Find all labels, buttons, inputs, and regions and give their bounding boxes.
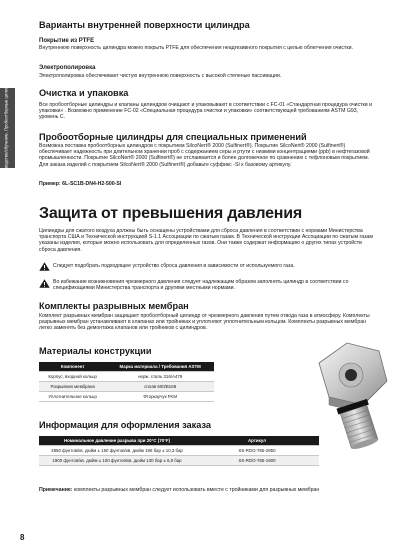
column-header: Компонент [39,362,106,372]
table-cell: Фторкаучук FKM [106,392,214,402]
example-label: Пример: [39,181,61,187]
table-row [39,392,214,402]
table-row [39,382,214,392]
note [39,487,374,493]
page-number: 8 [20,533,25,542]
table-row [39,372,214,382]
table-cell: Корпус, входной кольцо [39,372,106,382]
warning-note-2 [39,279,369,295]
section-title-special-cylinders: Пробоотборные цилиндры для специальных применений [39,132,307,142]
paragraph-overpressure: Цилиндры для сжатого воздуха должны быть оснащены устройствами для сброса давления в соответствии с нормами Министерства транспорта США и Технической инструкцией S-1.1 Ассоциации по сжатым газам. В Технической инструкции Ассоциации по сжатым газам указаны изделия, которые можно использовать для определенных газов. Они также содержат информацию о других типах устройств сброса давления. [39,228,373,253]
warning-text-2: Во избежание возникновения чрезмерного давления следует надлежащим образом заполнять цилиндр в соответствии со спецификациями Министерства транспорта и другими местными нормами. [53,279,349,292]
ordering-table [39,436,319,466]
table-cell: SS-RDO-785-1900 [195,456,319,466]
paragraph-special-cylinders: Возможна поставка пробоотборных цилиндров с покрытием SilcoNert® 2000 (Sulfinert®). Покрытие SilcoNert® 2000 (Sulfinert®) обеспечивает надежность при длительном хранении проб с содержанием серы и ртути с низкими концентрациями (ppb) в нефтегазовой промышленности. Покрытие SilcoNert® 2000 (Sulfinert®) не отслаивается и более долговечное по сравнению с тефлоновым покрытием. Для заказа изделий с покрытием SilcoNert® 2000 (Sulfinert®) добавьте суффикс -SI к базовому артикулу. [39,143,370,168]
section-title-rupture-disc: Комплекты разрывных мембран [39,301,189,311]
section-title-overpressure: Защита от превышения давления [39,205,303,222]
section-title-materials: Материалы конструкции [39,346,152,356]
table-cell: Разрывная мембрана [39,382,106,392]
note-label: Примечание: [39,487,73,493]
rupture-disc-assembly-image [307,335,397,455]
table-header-row [39,436,319,446]
materials-table [39,362,214,402]
warning-note-1 [39,262,369,272]
warning-text-1: Следует подобрать подходящее устройство сброса давления в зависимости от используемого газа. [53,263,295,269]
subheading-ptfe: Покрытие из PTFE [39,38,95,44]
table-cell: Уплотнительное кольцо [39,392,106,402]
note-text: комплекты разрывных мембран следует использовать вместе с тройниками для разрывных мембран [73,487,320,493]
section-title-ordering: Информация для оформления заказа [39,420,212,430]
warning-icon [39,279,50,288]
side-section-tab [0,78,15,178]
paragraph-ptfe: Внутреннюю поверхность цилиндра можно покрыть PTFE для обеспечения неадгезивного покрытия с целью облегчения очистки. [39,45,353,51]
paragraph-electropolish: Электрополировка обеспечивает чистую внутреннюю поверхность с высокой степенью пассивации. [39,73,282,79]
table-row [39,446,319,456]
column-header: Номинальное давление разрыва при 20°C (70°F) [39,436,195,446]
example-line [39,181,374,187]
paragraph-rupture-disc: Комплект разрывных мембран защищает пробоотборный цилиндр от чрезмерного давления путем отвода газа в атмосферу. Комплекты разрывных мембран устанавливают в клапанах или тройниках и уплотняют уплотнительным кольцом. Комплекты разрывных мембран легко заменять без демонтажа клапанов или тройников с цилиндров. [39,313,370,332]
table-cell: SS-RDO-785-2850 [195,446,319,456]
subheading-electropolish: Электрополировка [39,65,96,71]
example-part-number: 6L-SC1B-DN4-H2-500-SI [62,181,122,187]
table-cell: 1900 фунтов/кв. дюйм ± 100 фунтов/кв. дюйм 130 бар ± 6,8 бар [39,456,195,466]
table-cell: сплав 600/B168 [106,382,214,392]
section-title-surface-options: Варианты внутренней поверхности цилиндра [39,20,250,30]
side-tab-label: Руководство/обучение. Пробоотборные цилиндры [3,78,9,178]
warning-icon [39,262,50,271]
table-header-row [39,362,214,372]
column-header: Артикул [195,436,319,446]
table-cell: нерж. сталь 316/A479 [106,372,214,382]
table-row [39,456,319,466]
section-title-cleaning: Очистка и упаковка [39,88,129,98]
table-cell: 2850 фунтов/кв. дюйм ± 150 фунтов/кв. дюйм 196 бар ± 10,3 бар [39,446,195,456]
column-header: Марка материала / Требования ASTM [106,362,214,372]
paragraph-cleaning: Все пробоотборные цилиндры и клапаны цилиндров очищают и упаковывают в соответствии с FC-01 «Стандартная процедура очистки и упаковки» . Возможно применение FC-02 «Специальная процедура очистки и упаковки» соответствующей требованиям ASTM G93, уровень C. [39,102,373,121]
